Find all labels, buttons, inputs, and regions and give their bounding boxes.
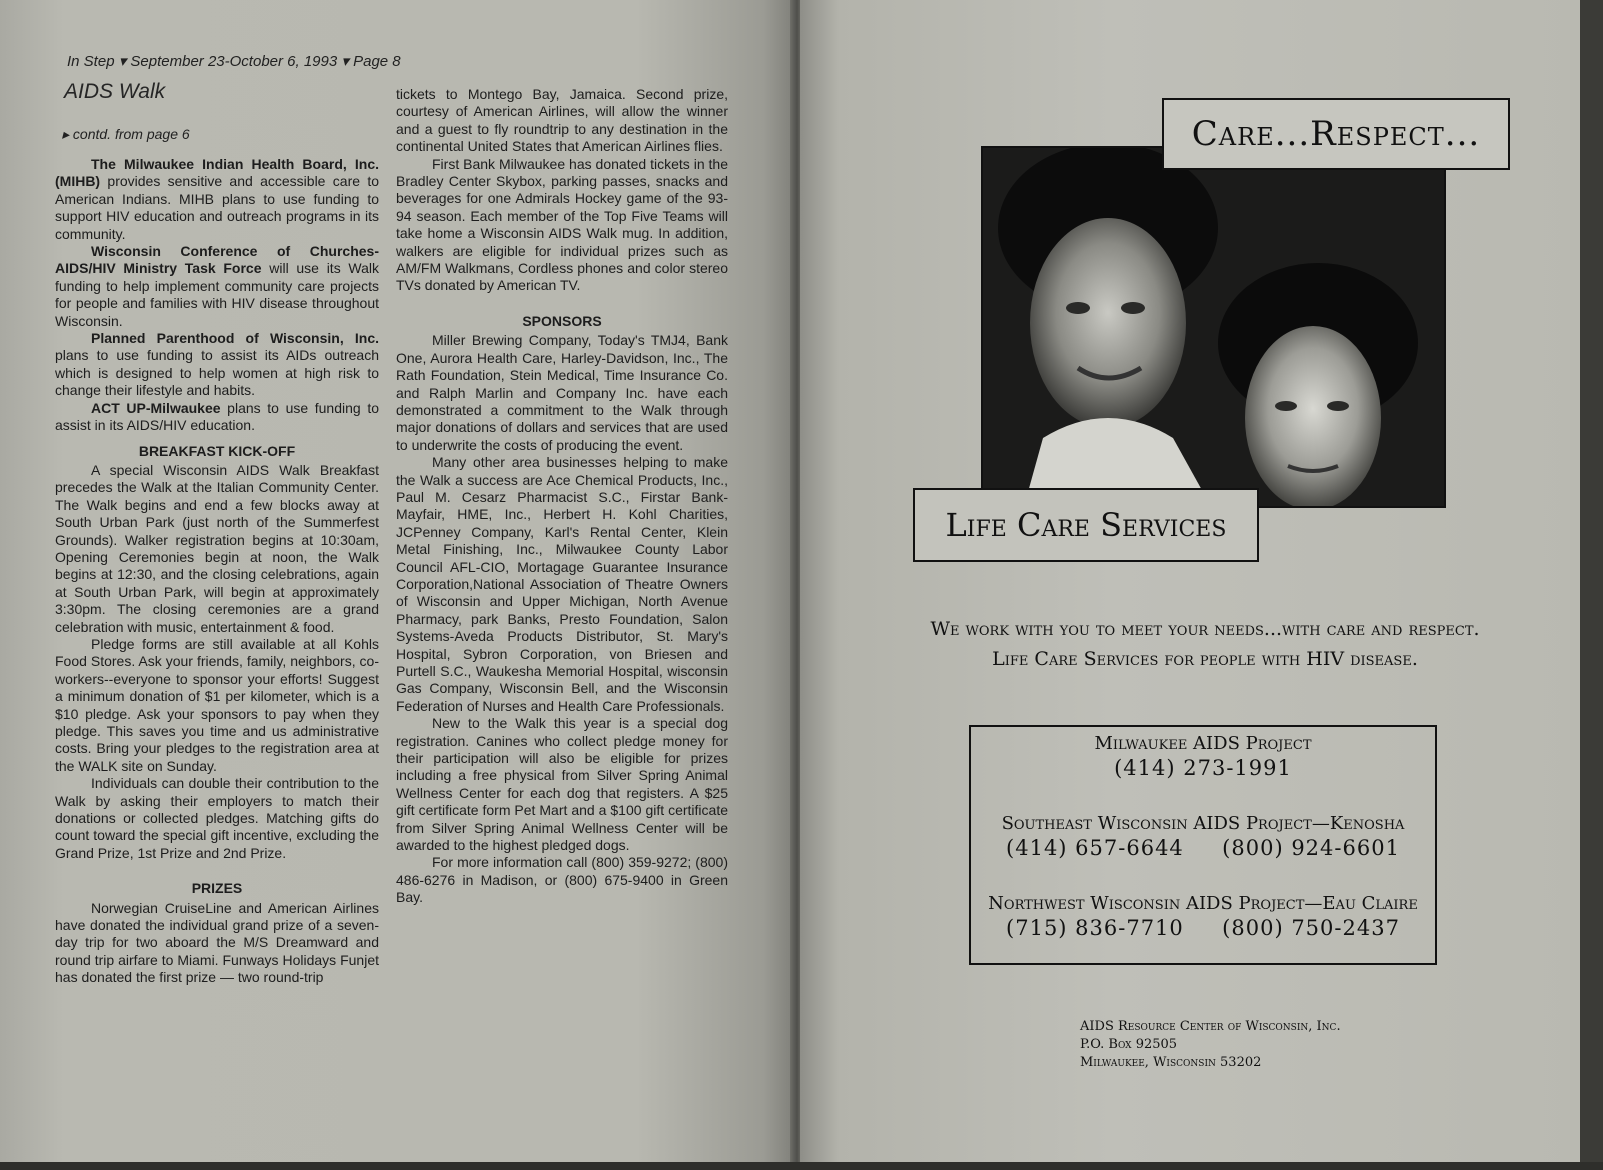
paragraph [55,156,379,243]
address-box: P.O. Box 92505 [1080,1037,1178,1052]
ad-headline: Care...Respect... [1162,98,1510,170]
paragraph-text: will use its Walk funding to help implement community care projects for people and families with HIV disease throughout Wisconsin. [55,260,380,329]
paragraph: New to the Walk this year is a special dog registration. Canines who collect pledge money for their participation will also be eligible for prizes including a free physical from Silver Spring Animal Wellness Center for each dog that registers. A $25 gift certificate form Pet Mart and a $100 gift certificate from Silver Spring Animal Wellness Center will be awarded to the highest pledged dogs. [396,715,728,854]
paragraph: A special Wisconsin AIDS Walk Breakfast precedes the Walk at the Italian Community Center. The Walk begins and end a few blocks away at South Urban Park (just north of the Summerfest Grounds). Walker registration begins at 10:30am, Opening Ceremonies begin at noon, the Walk begins at 12:30, and the closing celebrations, again at South Urban Park, will begin at approximately 3:30pm. The closing ceremonies are a grand celebration with music, entertainment & food. [55,461,379,635]
paragraph: For more information call (800) 359-9272; (800) 486-6276 in Madison, or (800) 675-9400 in Green Bay. [396,854,728,906]
org-name: The Milwaukee Indian Health Board, Inc. (MIHB) [55,156,379,190]
article-column-1 [55,156,379,987]
portrait-photo-icon [981,146,1446,508]
contact-phone: (414) 657-6644 (800) 924-6601 [1006,836,1400,860]
contact-name: Southeast Wisconsin AIDS Project—Kenosha [1001,813,1405,834]
paragraph-text: plans to use funding to assist its AIDs outreach which is designed to help women at high risk to change their lifestyle and habits. [55,347,379,399]
org-name: Wisconsin Conference of Churches-AIDS/HIV Ministry Task Force [55,243,379,277]
paragraph-text: provides sensitive and accessible care to American Indians. MIHB plans to use funding to support HIV education and outreach programs in its community. [55,173,379,242]
address-city: Milwaukee, Wisconsin 53202 [1080,1055,1262,1070]
contact-entry [971,893,1435,940]
org-name: Planned Parenthood of Wisconsin, Inc. [91,330,379,347]
left-page [0,0,795,1162]
paragraph: First Bank Milwaukee has donated tickets in the Bradley Center Skybox, parking passes, snacks and beverages for one Admirals Hockey game of the 93-94 season. Each member of the Top Five Teams will take home a Wisconsin AIDS Walk mug. In addition, walkers are eligible for individual prizes such as AM/FM Walkmans, Cordless phones and color stereo TVs donated by American TV. [396,155,728,294]
paragraph: Many other area businesses helping to make the Walk a success are Ace Chemical Products, Inc., Paul M. Cesarz Pharmacist S.C., Firstar Bank-Mayfair, HME, Inc., Herbert H. Kohl Charities, JCPenney Company, Karl's Rental Center, Klein Metal Finishing, Inc., Milwaukee County Labor Council AFL-CIO, Mortagage Guarantee Insurance Corporation,National Association of Theatre Owners of Wisconsin and Upper Michigan, North Avenue Pharmacy, park Banks, Presto Foundation, Salon Systems-Aveda Products Distributor, St. Mary's Hospital, Sybron Corporation, von Briesen and Purtell S.C., Waukesha Memorial Hospital, wisconsin Gas Company, Wisconsin Bell, and the Wisconsin Federation of Nurses and Health Care Professionals. [396,454,728,714]
contact-entry [971,733,1435,780]
continued-text: contd. from page 6 [72,126,190,142]
address-org: AIDS Resource Center of Wisconsin, Inc. [1080,1019,1341,1034]
portrait-photo-icon [983,148,1446,508]
ad-tagline [910,614,1500,674]
paragraph-text: plans to use funding to assist in its AIDS/HIV education. [55,399,379,434]
arrow-icon: ▸ [62,126,73,142]
paragraph: tickets to Montego Bay, Jamaica. Second prize, courtesy of American Airlines, will allow the winner and a guest to fly roundtrip to any destination in the continental United States that American Airlines flies. [396,86,728,155]
contact-entry [971,813,1435,860]
contact-box [969,725,1437,965]
page-header [67,52,401,70]
issue-dates: September 23-October 6, 1993 [130,53,338,70]
prizes-heading: PRIZES [191,880,243,897]
article-column-2 [396,86,728,907]
sponsors-heading: SPONSORS [522,312,602,329]
paragraph [55,243,379,330]
paragraph [55,400,379,435]
page-number: Page 8 [353,53,401,70]
paragraph: Miller Brewing Company, Today's TMJ4, Bank One, Aurora Health Care, Harley-Davidson, Inc., The Rath Foundation, Stein Medical, Time Insurance Co. and Ralph Marlin and Company Inc. have each demonstrated a commitment to the Walk through major donations of dollars and services that are used to underwrite the costs of producing the event. [396,332,728,453]
publication-name: In Step [67,53,115,70]
separator-icon: ▾ [118,53,127,70]
paragraph: Individuals can double their contribution to the Walk by asking their employers to match their donations or collected pledges. Matching gifts do count toward the special gift incentive, excluding the Grand Prize, 1st Prize and 2nd Prize. [55,775,379,861]
contact-phone: (715) 836-7710 (800) 750-2437 [1006,916,1400,940]
mailing-address [1080,1018,1341,1072]
contact-name: Milwaukee AIDS Project [1094,733,1312,754]
continued-note [62,126,190,143]
paragraph: Pledge forms are still available at all Kohls Food Stores. Ask your friends, family, neighbors, co-workers--everyone to sponsor your efforts! Suggest a minimum donation of $1 per kilometer, which is a $10 pledge. Ask your sponsors to pay when they pledge. This saves you time and us administrative costs. Bring your pledges to the registration area at the WALK site on Sunday. [55,635,379,774]
contact-name: Northwest Wisconsin AIDS Project—Eau Claire [988,893,1418,914]
contact-phone: (414) 273-1991 [1114,756,1292,780]
separator-icon: ▾ [341,53,349,70]
tagline-line-2: Life Care Services for people with HIV disease. [992,648,1418,670]
paragraph: Norwegian CruiseLine and American Airlines have donated the individual grand prize of a seven-day trip for two aboard the M/S Dreamward and round trip airfare to Miami. Funways Holidays Funjet has donated the first prize — two round-trip [55,899,379,986]
article-title: AIDS Walk [64,80,166,103]
tagline-line-1: We work with you to meet your needs...with care and respect. [930,618,1480,640]
org-name: ACT UP-Milwaukee [91,399,221,416]
paragraph [55,330,379,400]
scan-edge [0,1162,1603,1170]
breakfast-heading: BREAKFAST KICK-OFF [138,442,296,459]
brand-name: Life Care Services [913,488,1259,562]
